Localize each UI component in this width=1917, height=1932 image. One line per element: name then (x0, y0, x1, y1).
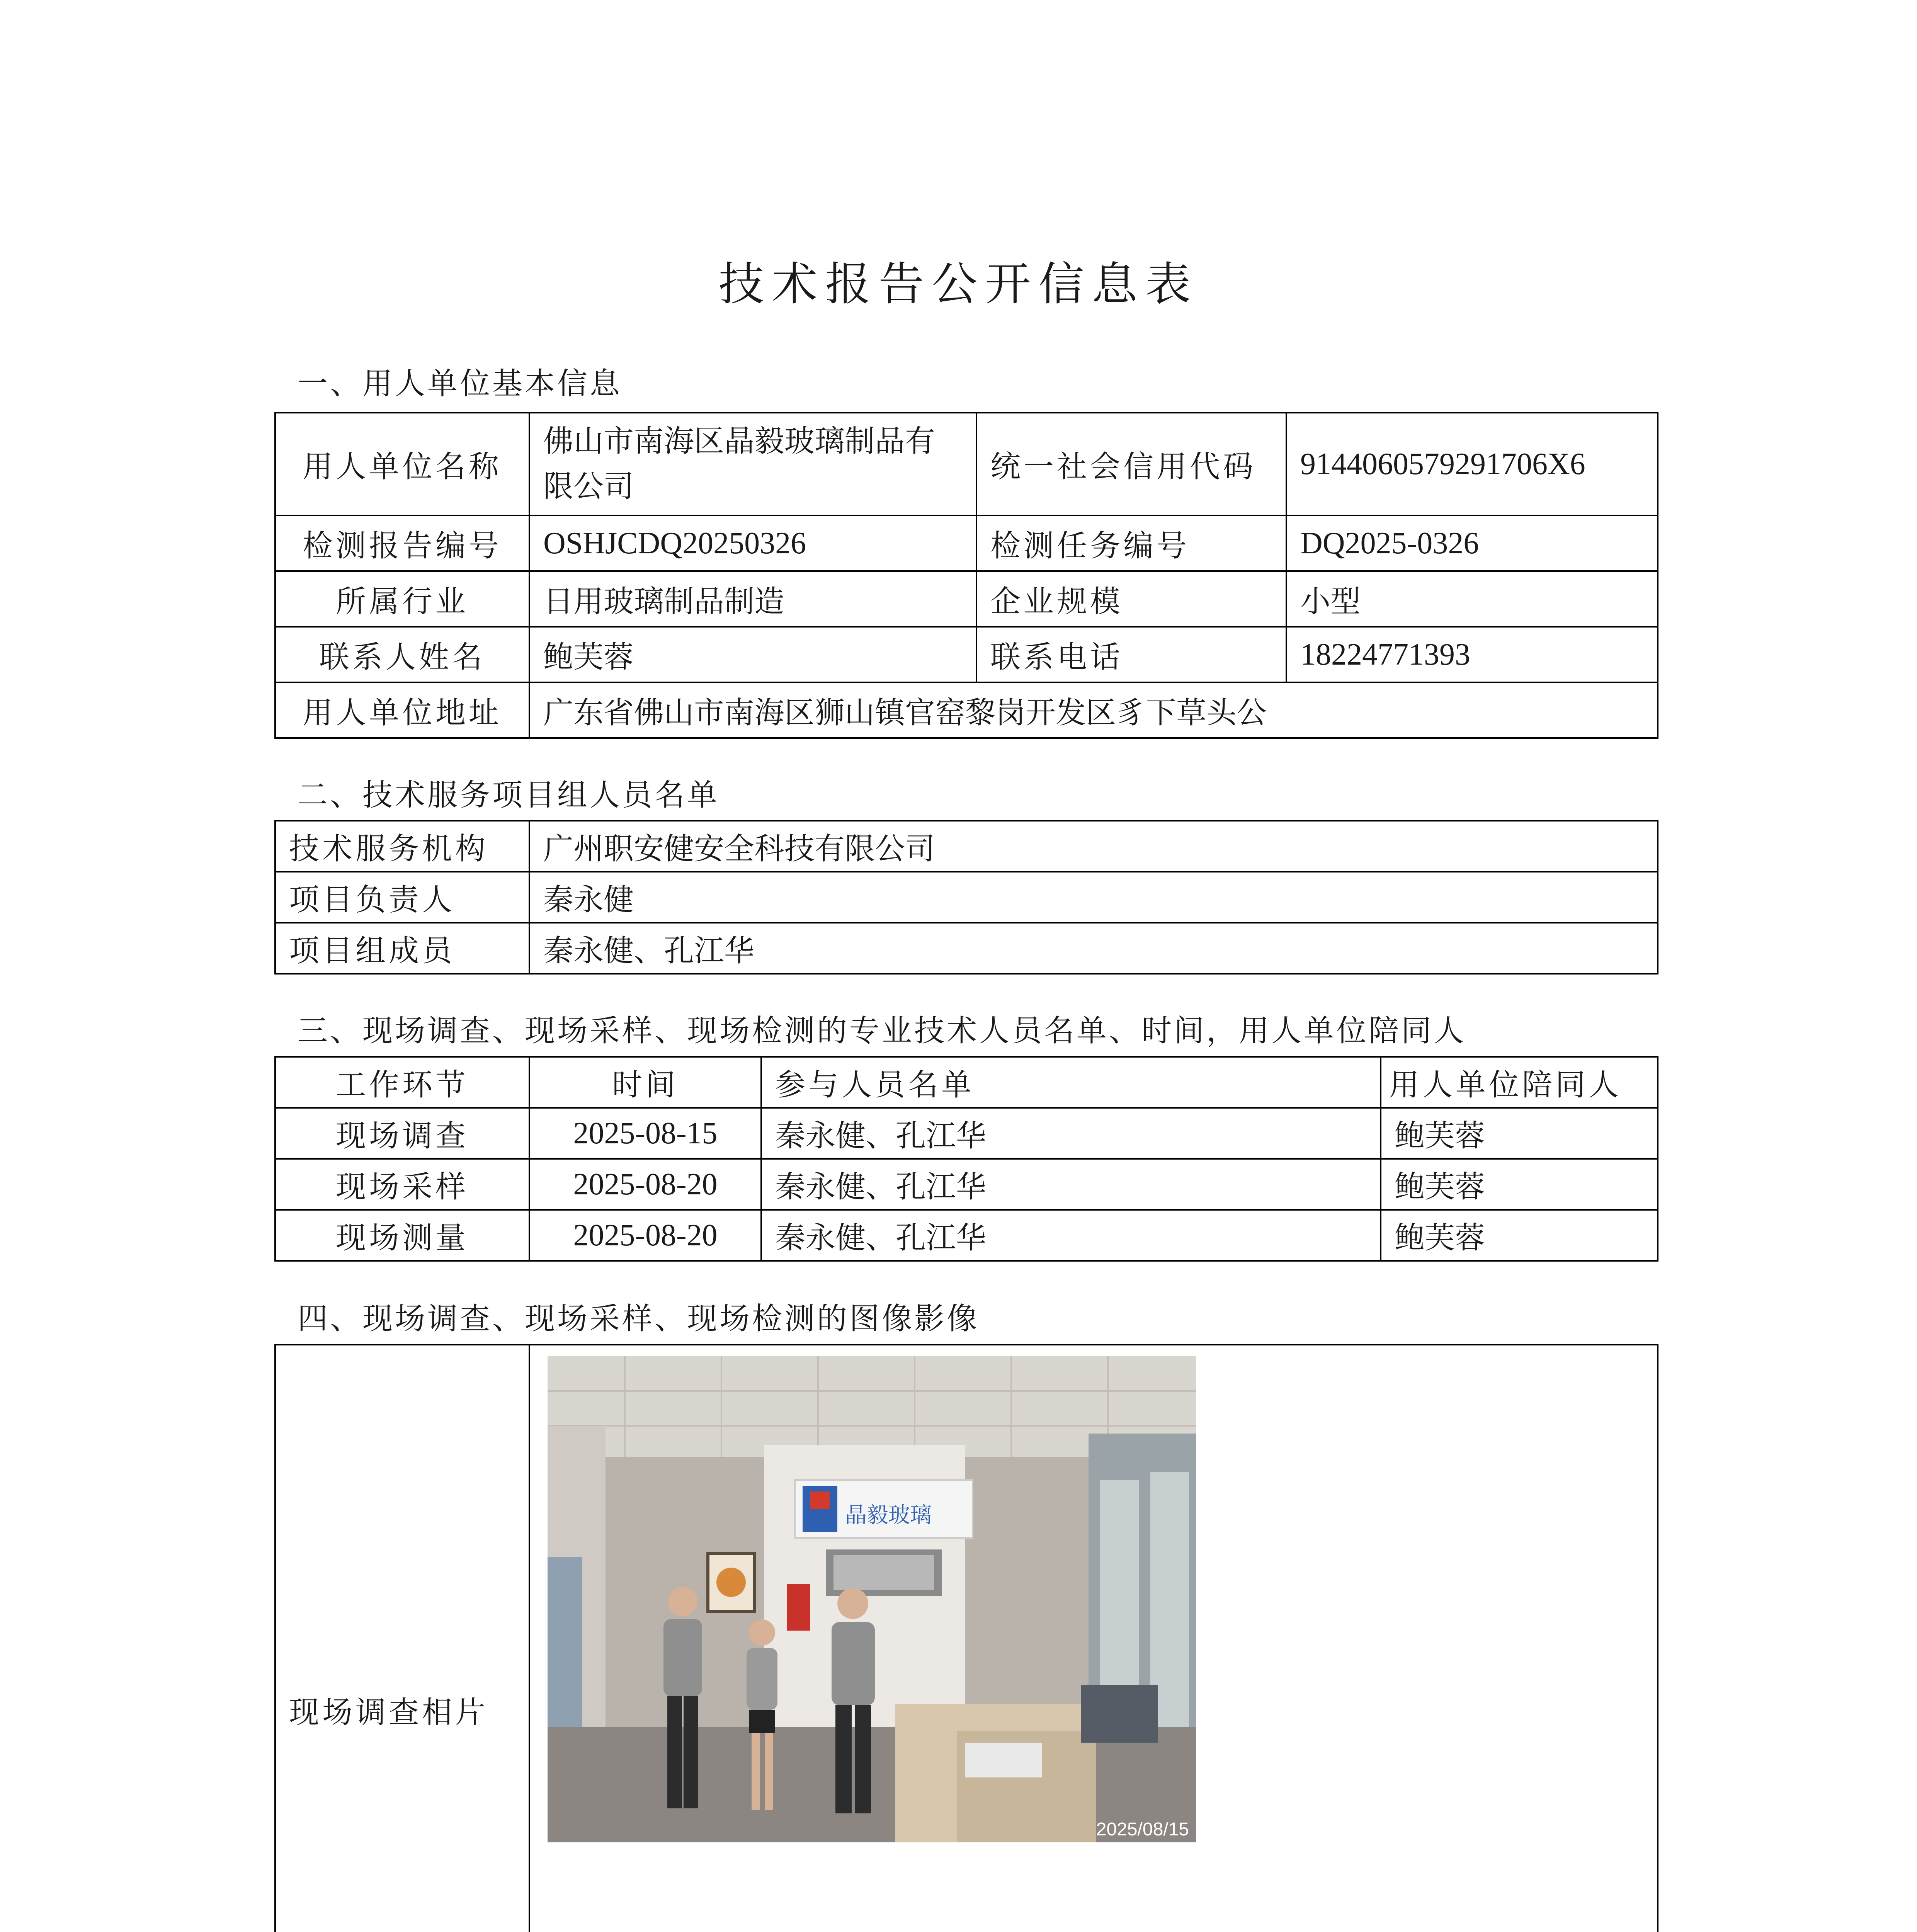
table-row (275, 682, 1658, 738)
staff-cell: 秦永健、孔江华 (761, 1159, 1381, 1210)
table-row (275, 1159, 1658, 1210)
stage-cell: 现场采样 (275, 1159, 529, 1210)
address-label: 用人单位地址 (275, 682, 529, 738)
stage-cell: 现场调查 (275, 1108, 529, 1159)
date-cell: 2025-08-20 (529, 1210, 761, 1261)
leader-label: 项目负责人 (275, 872, 529, 923)
staff-cell: 秦永健、孔江华 (761, 1108, 1381, 1159)
contact-label: 联系人姓名 (275, 627, 529, 682)
table-row (275, 923, 1658, 974)
report-no-value: OSHJCDQ20250326 (529, 515, 976, 571)
section-heading-employer: 一、用人单位基本信息 (298, 366, 623, 401)
scale-label: 企业规模 (976, 571, 1286, 627)
page-title: 技术报告公开信息表 (718, 257, 1199, 311)
leader-value: 秦永健 (529, 872, 1658, 923)
task-no-label: 检测任务编号 (976, 515, 1286, 571)
photo-row-label: 现场调查相片 (275, 1345, 529, 1932)
report-no-label: 检测报告编号 (275, 515, 529, 571)
date-cell: 2025-08-15 (529, 1108, 761, 1159)
table-row (275, 821, 1658, 872)
staff-cell: 秦永健、孔江华 (761, 1210, 1381, 1261)
table-row (275, 627, 1658, 682)
table-row (275, 872, 1658, 923)
photo-cell (529, 1345, 1658, 1932)
phone-value: 18224771393 (1286, 627, 1658, 682)
column-header: 用人单位陪同人 (1381, 1057, 1658, 1108)
table-row (275, 515, 1658, 571)
industry-value: 日用玻璃制品制造 (529, 571, 976, 627)
column-header: 参与人员名单 (761, 1057, 1381, 1108)
address-value: 广东省佛山市南海区狮山镇官窑黎岗开发区豸下草头公 (529, 682, 1658, 738)
table-row (275, 413, 1658, 515)
table-row (275, 571, 1658, 627)
escort-cell: 鲍芙蓉 (1381, 1108, 1658, 1159)
task-no-value: DQ2025-0326 (1286, 515, 1658, 571)
industry-label: 所属行业 (275, 571, 529, 627)
photo-logo-text: 晶毅玻璃 (845, 1503, 932, 1528)
scale-value: 小型 (1286, 571, 1658, 627)
contact-value: 鲍芙蓉 (529, 627, 976, 682)
employer-name-label: 用人单位名称 (275, 413, 529, 515)
org-label: 技术服务机构 (275, 821, 529, 872)
section-heading-team: 二、技术服务项目组人员名单 (298, 778, 720, 813)
escort-cell: 鲍芙蓉 (1381, 1210, 1658, 1261)
section-heading-images: 四、现场调查、现场采样、现场检测的图像影像 (298, 1301, 980, 1336)
table-row (275, 1210, 1658, 1261)
section-heading-staff: 三、现场调查、现场采样、现场检测的专业技术人员名单、时间，用人单位陪同人 (298, 1014, 1466, 1048)
employer-info-table (274, 412, 1658, 739)
column-header: 工作环节 (275, 1057, 529, 1108)
team-table (274, 820, 1658, 975)
date-cell: 2025-08-20 (529, 1159, 761, 1210)
column-header: 时间 (529, 1057, 761, 1108)
stage-cell: 现场测量 (275, 1210, 529, 1261)
members-value: 秦永健、孔江华 (529, 923, 1658, 974)
org-value: 广州职安健安全科技有限公司 (529, 821, 1658, 872)
table-row (275, 1108, 1658, 1159)
escort-cell: 鲍芙蓉 (1381, 1159, 1658, 1210)
employer-name-value: 佛山市南海区晶毅玻璃制品有限公司 (529, 413, 976, 515)
phone-label: 联系电话 (976, 627, 1286, 682)
members-label: 项目组成员 (275, 923, 529, 974)
table-header-row (275, 1057, 1658, 1108)
photo-timestamp: 2025/08/15 (1096, 1819, 1189, 1840)
table-row (275, 1345, 1658, 1932)
staff-schedule-table (274, 1056, 1658, 1262)
site-survey-photo (548, 1356, 1196, 1842)
images-table (274, 1344, 1658, 1932)
credit-code-value: 9144060579291706X6 (1286, 413, 1658, 515)
credit-code-label: 统一社会信用代码 (976, 413, 1286, 515)
